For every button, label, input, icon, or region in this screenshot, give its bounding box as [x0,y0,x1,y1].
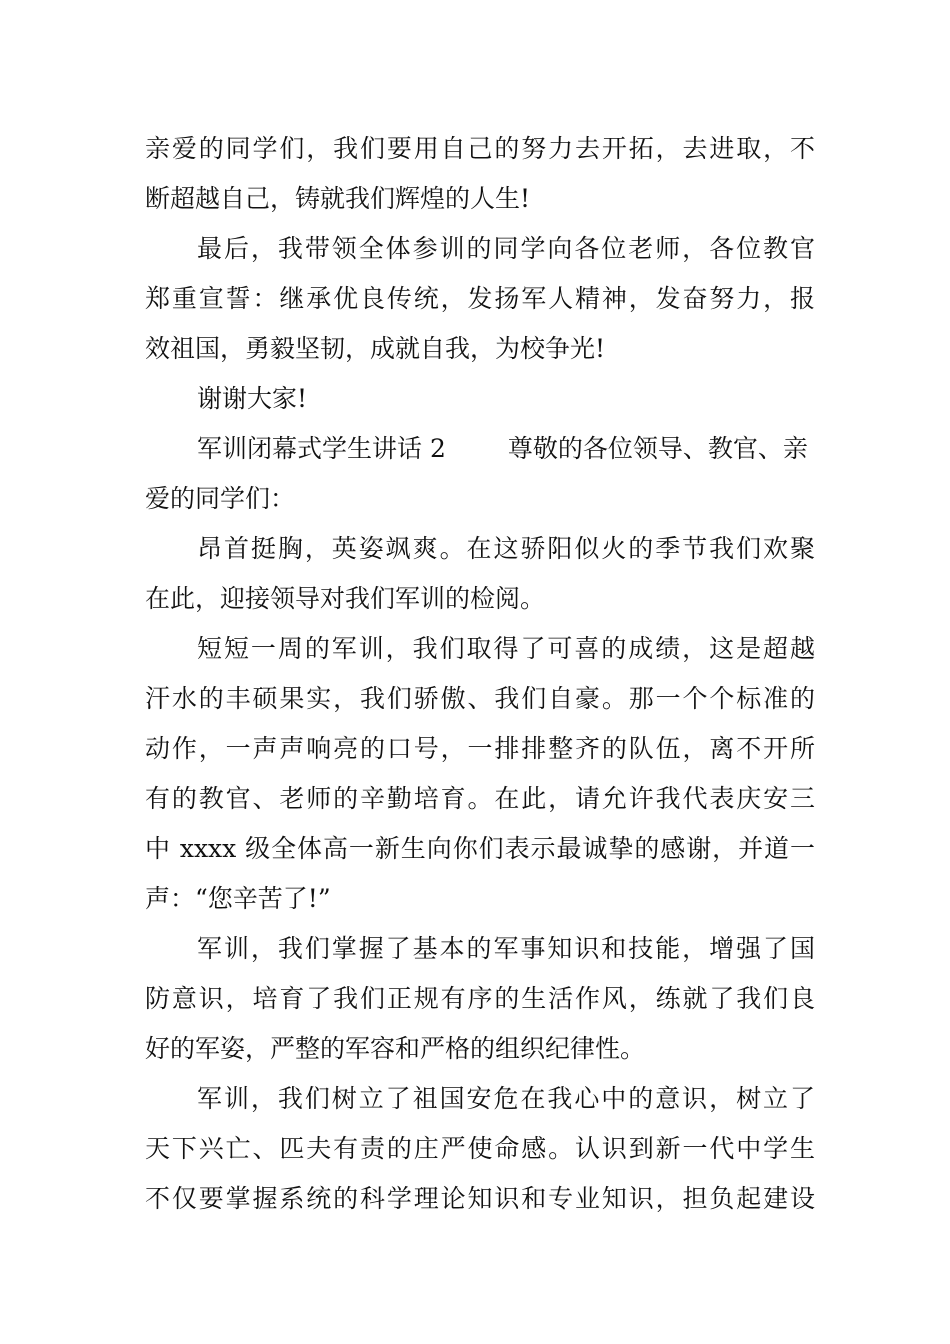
text-line: 效祖国，勇毅坚韧，成就自我，为校争光! [145,334,606,363]
text-line: 郑重宣誓：继承优良传统，发扬军人精神，发奋努力，报 [145,284,815,313]
text-line: 声：“您辛苦了!” [145,884,331,913]
text-line: 有的教官、老师的辛勤培育。在此，请允许我代表庆安三 [145,784,815,813]
text-line: 最后，我带领全体参训的同学向各位老师，各位教官 [197,234,815,263]
text-line: 军训，我们掌握了基本的军事知识和技能，增强了国 [197,934,815,963]
salutation-start: 尊敬的各位领导、教官、亲 [507,434,808,463]
text-line: 短短一周的军训，我们取得了可喜的成绩，这是超越 [197,634,815,663]
section-title: 军训闭幕式学生讲话 2 [197,434,446,463]
text-line: 中 xxxx 级全体高一新生向你们表示最诚挚的感谢，并道一 [145,834,815,863]
text-line: 不仅要掌握系统的科学理论知识和专业知识，担负起建设 [145,1184,815,1213]
text-line: 天下兴亡、匹夫有责的庄严使命感。认识到新一代中学生 [145,1134,815,1163]
text-line: 昂首挺胸，英姿飒爽。在这骄阳似火的季节我们欢聚 [197,534,815,563]
text-line: 亲爱的同学们，我们要用自己的努力去开拓，去进取，不 [145,134,815,163]
text-line: 好的军姿，严整的军容和严格的组织纪律性。 [145,1034,646,1063]
section-heading-line [197,429,815,469]
text-line: 军训，我们树立了祖国安危在我心中的意识，树立了 [197,1084,815,1113]
text-line: 防意识，培育了我们正规有序的生活作风，练就了我们良 [145,984,815,1013]
text-line: 爱的同学们： [145,484,296,513]
text-line: 在此，迎接领导对我们军训的检阅。 [145,584,546,613]
text-line: 断超越自己，铸就我们辉煌的人生! [145,184,531,213]
text-line: 动作，一声声响亮的口号，一排排整齐的队伍，离不开所 [145,734,815,763]
text-line: 谢谢大家! [197,384,308,413]
text-line: 汗水的丰硕果实，我们骄傲、我们自豪。那一个个标准的 [145,684,815,713]
